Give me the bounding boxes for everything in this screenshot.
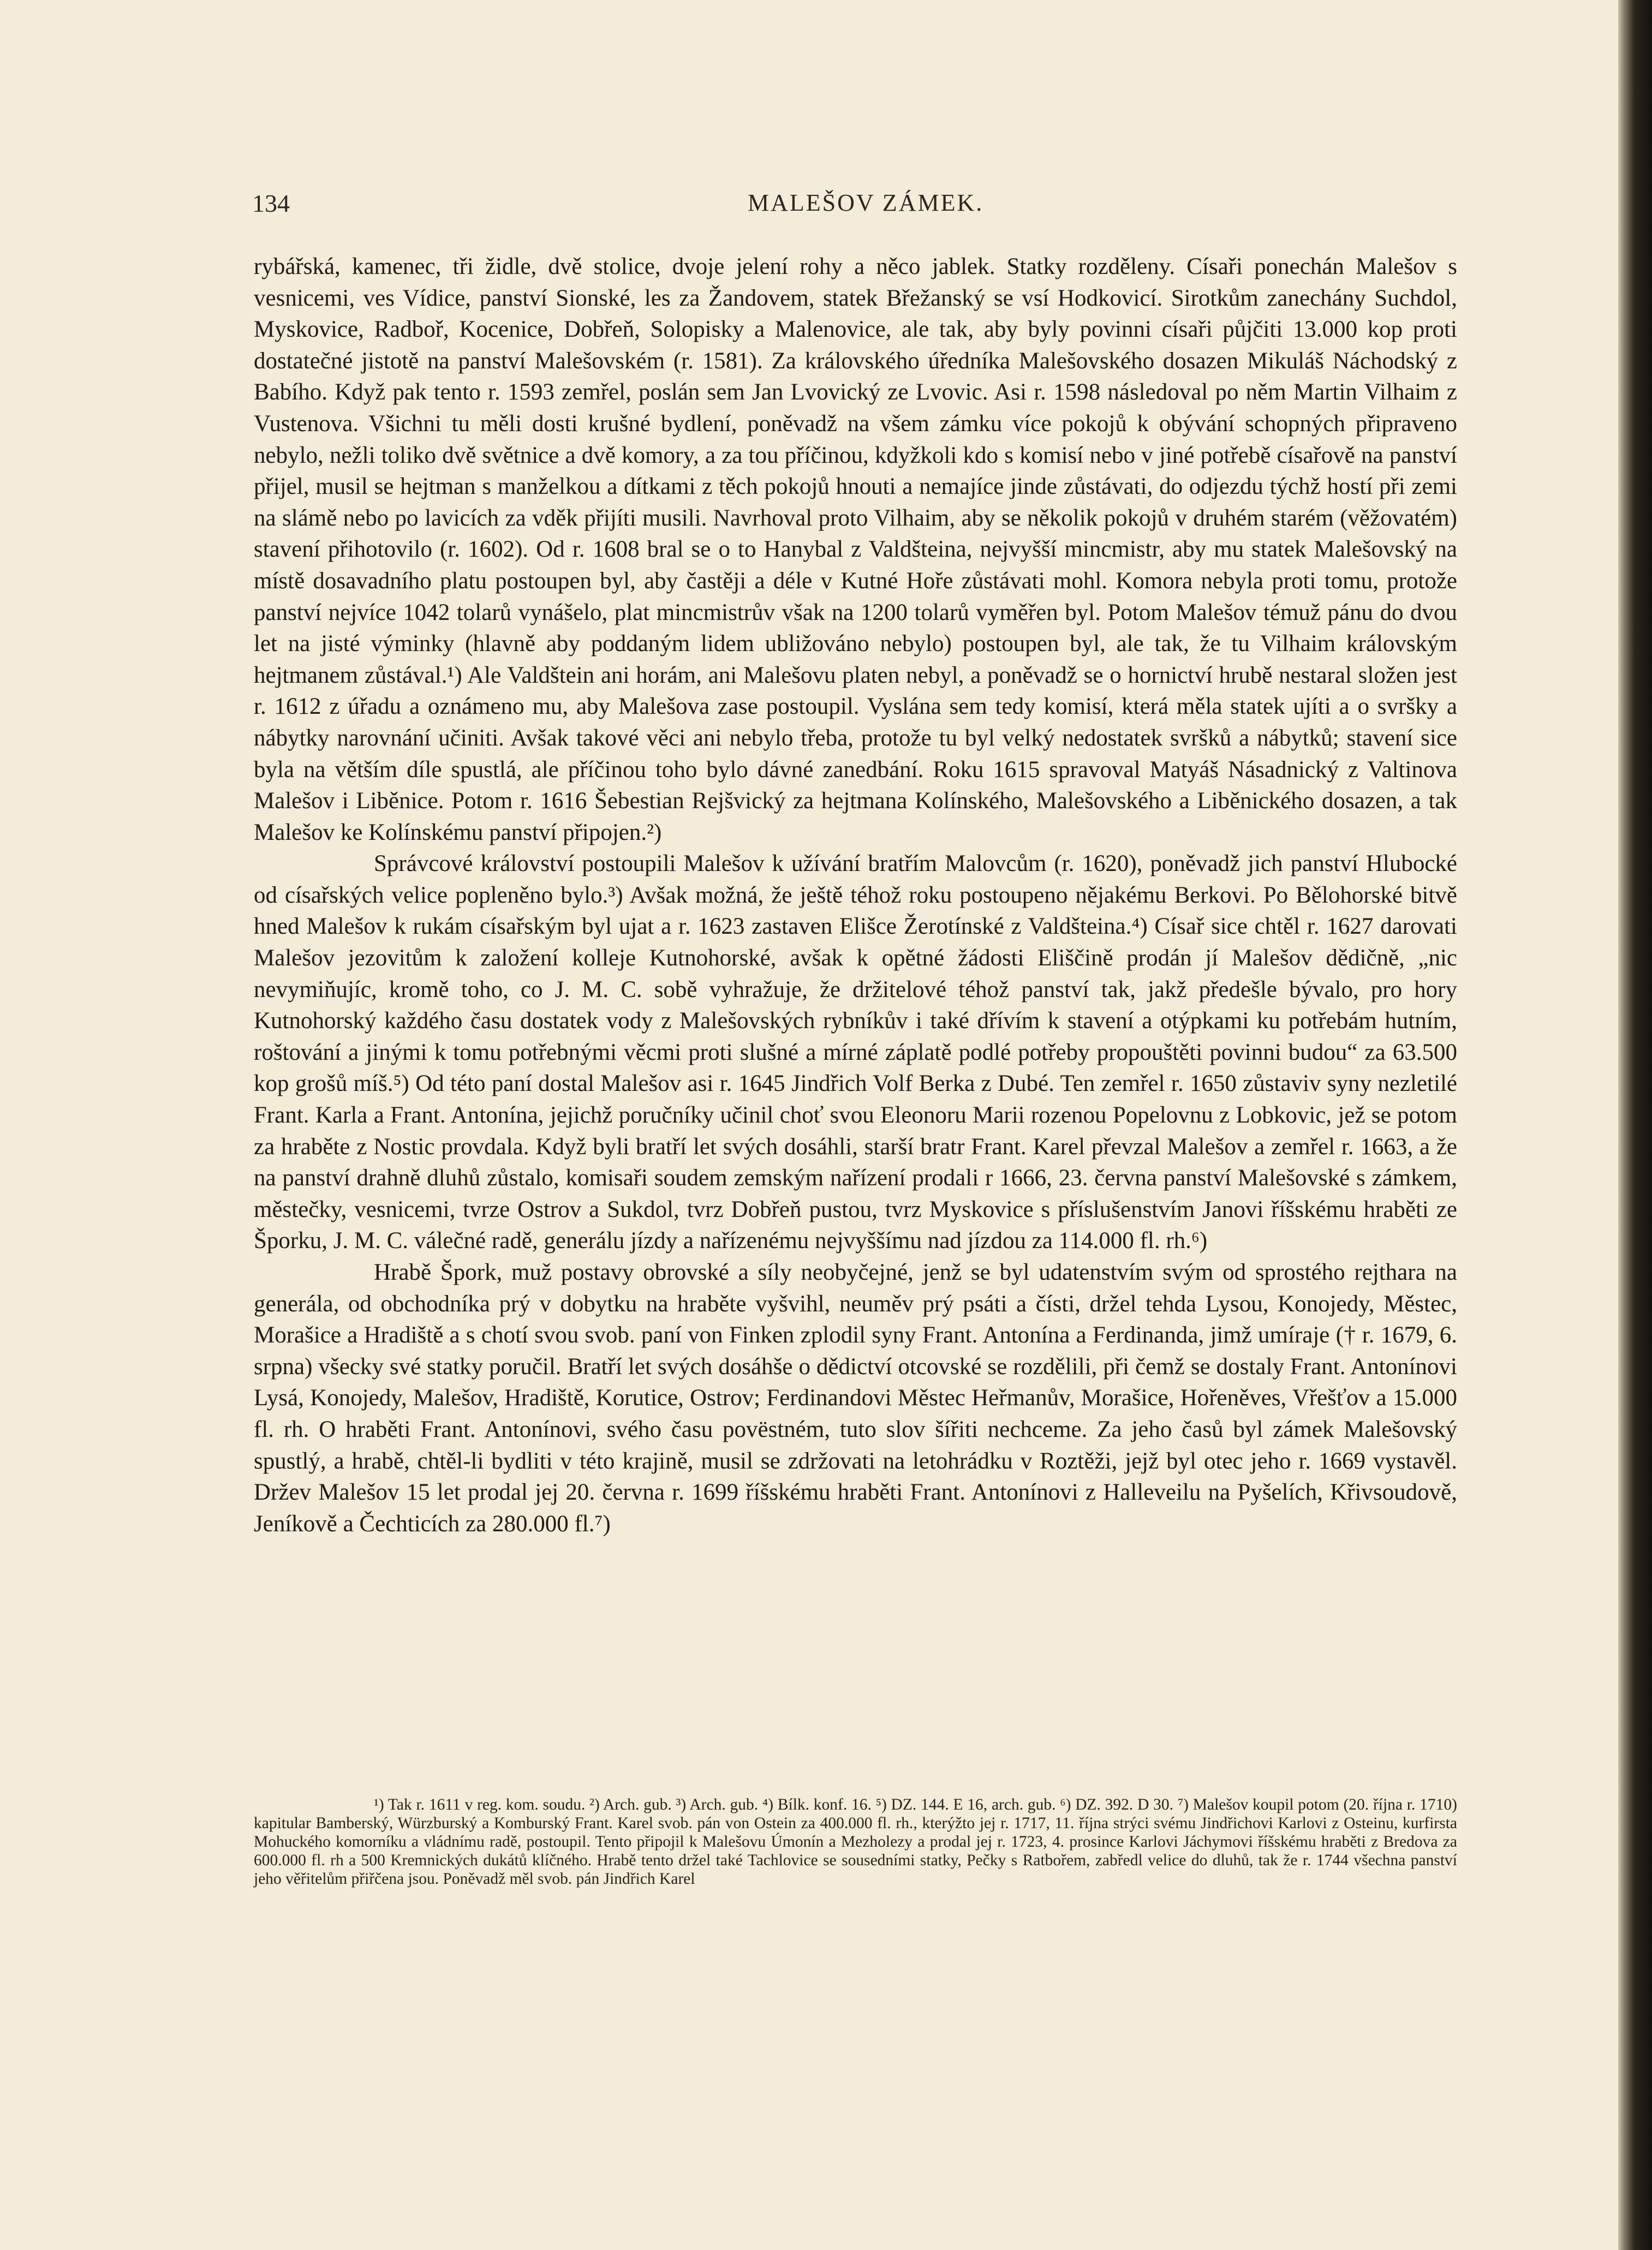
paragraph: Správcové království postoupili Malešov k užívání bratřím Malovcům (r. 1620), poněvadž jich panství Hlubocké od císařských velice popleněno bylo.³) Avšak možná, že ještě téhož roku postoupeno nějakému Berkovi. Po Bělohorské bitvě hned Malešov k rukám císařským byl ujat a r. 1623 zastaven Elišce Žerotínské z Valdšteina.⁴) Císař sice chtěl r. 1627 darovati Malešov jezovitům k založení kolleje Kutnohorské, avšak k opětné žádosti Eliščině prodán jí Malešov dědičně, „nic nevymiňujíc, kromě toho, co J. M. C. sobě vyhražuje, že držitelové téhož panství tak, jakž předešle bývalo, pro hory Kutnohorský každého času dostatek vody z Malešovských rybníkův i také dřívím k stavení a otýpkami ku potřebám hutním, roštování a jinými k tomu potřebnými věcmi proti slušné a mírné záplatě podlé potřeby propouštěti povinni budou“ za 63.500 kop grošů míš.⁵) Od této paní dostal Malešov asi r. 1645 Jindřich Volf Berka z Dubé. Ten zemřel r. 1650 zůstaviv syny nezletilé Frant. Karla a Frant. Antonína, jejichž poručníky učinil choť svou Eleonoru Marii rozenou Popelovnu z Lobkovic, jež se potom za hraběte z Nostic provdala. Když byli bratří let svých dosáhli, starší bratr Frant. Karel převzal Malešov a zemřel r. 1663, a že na panství drahně dluhů zůstalo, komisaři soudem zemským nařízení prodali r 1666, 23. června panství Malešovské s zámkem, městečky, vesnicemi, tvrze Ostrov a Sukdol, tvrz Dobřeň pustou, tvrz Myskovice s příslušenstvím Janovi říšskému hraběti ze Šporku, J. M. C. válečné radě, generálu jízdy a nařízenému nejvyššímu nad jízdou za 114.000 fl. rh.⁶) xyxy=(254,851,1457,1254)
running-title: MALEŠOV ZÁMEK. xyxy=(748,189,984,216)
page-number: 134 xyxy=(252,189,290,217)
footnotes xyxy=(254,1795,1457,1888)
paragraph: Hrabě Špork, muž postavy obrovské a síly neobyčejné, jenž se byl udatenstvím svým od sprostého rejthara na generála, od obchodníka prý v dobytku na hraběte vyšvihl, neuměv prý psáti a čísti, držel tehda Lysou, Konojedy, Městec, Morašice a Hradiště a s chotí svou svob. paní von Finken zplodil syny Frant. Antonína a Ferdinanda, jimž umíraje († r. 1679, 6. srpna) všecky své statky poručil. Bratří let svých dosáhše o dědictví otcovské se rozdělili, při čemž se dostaly Frant. Antonínovi Lysá, Konojedy, Malešov, Hradiště, Korutice, Ostrov; Ferdinandovi Městec Heřmanův, Morašice, Hořeněves, Vřešťov a 15.000 fl. rh. O hraběti Frant. Antonínovi, svého času povëstném, tuto slov šířiti nechceme. Za jeho časů byl zámek Malešovský spustlý, a hrabě, chtěl-li bydliti v této krajině, musil se zdržovati na letohrádku v Roztěži, jejž byl otec jeho r. 1669 vystavěl. Držev Malešov 15 let prodal jej 20. června r. 1699 říšskému hraběti Frant. Antonínovi z Halleveilu na Pyšelích, Křivsoudově, Jeníkově a Čechticích za 280.000 fl.⁷) xyxy=(254,1260,1457,1537)
main-text xyxy=(254,251,1457,1539)
paragraph: rybářská, kamenec, tři židle, dvě stolice, dvoje jelení rohy a něco jablek. Statky rozděleny. Císaři ponechán Malešov s vesnicemi, ves Vídice, panství Sionské, les za Žandovem, statek Břežanský se vsí Hodkovicí. Sirotkům zanechány Suchdol, Myskovice, Radboř, Kocenice, Dobřeň, Solopisky a Malenovice, ale tak, aby byly povinni císaři půjčiti 13.000 kop proti dostatečné jistotě na panství Malešovském (r. 1581). Za královského úředníka Malešovského dosazen Mikuláš Náchodský z Babího. Když pak tento r. 1593 zemřel, poslán sem Jan Lvovický ze Lvovic. Asi r. 1598 následoval po něm Martin Vilhaim z Vustenova. Všichni tu měli dosti krušné bydlení, poněvadž na všem zámku více pokojů k obývání schopných připraveno nebylo, nežli toliko dvě světnice a dvě komory, a za tou příčinou, kdyžkoli kdo s komisí nebo v jiné potřebě císařově na panství přijel, musil se hejtman s manželkou a dítkami z těch pokojů hnouti a nemajíce jinde zůstávati, do odjezdu týchž hostí při zemi na slámě nebo po lavicích za vděk přijíti musili. Navrhoval proto Vilhaim, aby se několik pokojů v druhém starém (věžovatém) stavení přihotovilo (r. 1602). Od r. 1608 bral se o to Hanybal z Valdšteina, nejvyšší mincmistr, aby mu statek Malešovský na místě dosavadního platu postoupen byl, aby častěji a déle v Kutné Hoře zůstávati mohl. Komora nebyla proti tomu, protože panství nejvíce 1042 tolarů vynášelo, plat mincmistrův však na 1200 tolarů vyměřen byl. Potom Malešov témuž pánu do dvou let na jisté výminky (hlavně aby poddaným lidem ubližováno nebylo) postoupen byl, ale tak, že tu Vilhaim královským hejtmanem zůstával.¹) Ale Valdštein ani horám, ani Malešovu platen nebyl, a poněvadž se o hornictví hrubě nestaral složen jest r. 1612 z úřadu a oznámeno mu, aby Malešova zase postoupil. Vyslána sem tedy komisí, která měla statek ujíti a o svršky a nábytky narovnání učiniti. Avšak takové věci ani nebylo třeba, protože tu byl velký nedostatek svršků a nábytků; stavení sice byla na větším díle spustlá, ale příčinou toho bylo dávné zanedbání. Roku 1615 spravoval Matyáš Násadnický z Valtinova Malešov i Liběnice. Potom r. 1616 Šebestian Rejšvický za hejtmana Kolínského, Malešovského a Liběnického dosazen, a tak Malešov ke Kolínskému panství připojen.²) xyxy=(254,254,1457,845)
book-gutter xyxy=(1618,0,1652,2250)
footnote-text: ¹) Tak r. 1611 v reg. kom. soudu. ²) Arch. gub. ³) Arch. gub. ⁴) Bílk. konf. 16. ⁵) DZ. 144. E 16, arch. gub. ⁶) DZ. 392. D 30. ⁷) Malešov koupil potom (20. října r. 1710) kapitular Bamberský, Würzburský a Komburský Frant. Karel svob. pán von Ostein za 400.000 fl. rh., kterýžto jej r. 1717, 11. října strýci svému Jindřichovi Karlovi z Osteinu, kurfirsta Mohuckého komorníku a vládnímu radě, postoupil. Tento připojil k Malešovu Úmonín a Mezholezy a prodal jej r. 1723, 4. prosince Karlovi Jáchymovi říšskému hraběti z Bredova za 600.000 fl. rh a 500 Kremnických dukátů klíčného. Hrabě tento držel také Tachlovice se sousedními statky, Pečky s Ratbořem, zabředl velice do dluhů, tak že r. 1744 všechna panství jeho věřitelům přiřčena jsou. Poněvadž měl svob. pán Jindřich Karel xyxy=(254,1796,1457,1888)
